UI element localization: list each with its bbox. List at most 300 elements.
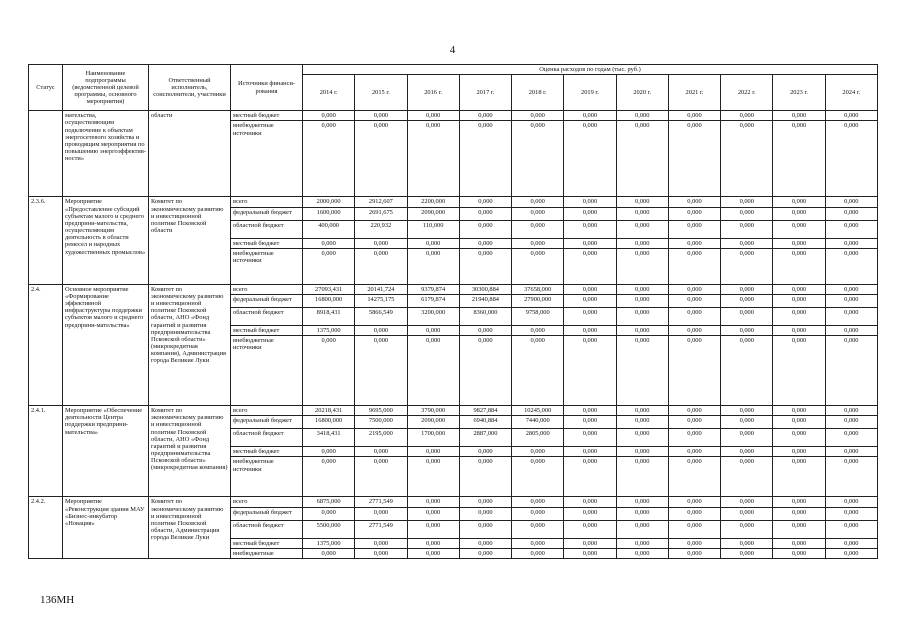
cell-value: 0,000 [355, 507, 407, 520]
cell-value: 0,000 [668, 548, 720, 558]
cell-value: 0,000 [668, 294, 720, 307]
cell-source: местный бюджет [231, 325, 303, 335]
cell-value: 0,000 [825, 325, 877, 335]
header-responsible: Ответственный исполнитель, соисполнители, участники [149, 65, 231, 111]
cell-value: 6940,884 [459, 416, 511, 429]
cell-value: 0,000 [459, 197, 511, 207]
cell-value: 0,000 [616, 220, 668, 238]
cell-value: 0,000 [668, 507, 720, 520]
cell-value: 0,000 [773, 121, 825, 197]
cell-source: местный бюджет [231, 538, 303, 548]
cell-value: 9758,000 [512, 307, 564, 325]
cell-value: 2090,000 [407, 416, 459, 429]
budget-table [28, 64, 878, 559]
cell-source: всего [231, 497, 303, 507]
cell-value: 0,000 [721, 429, 773, 447]
header-year: 2021 г. [668, 75, 720, 111]
cell-value: 5866,549 [355, 307, 407, 325]
cell-value: 0,000 [564, 520, 616, 538]
cell-value: 2000,000 [303, 197, 355, 207]
cell-value: 0,000 [564, 207, 616, 220]
cell-value: 0,000 [616, 429, 668, 447]
cell-value: 0,000 [564, 416, 616, 429]
cell-name: Мероприятие «Реконструкция здания МАУ «Бизнес-инкубатор «Новация» [63, 497, 149, 559]
cell-value: 0,000 [564, 336, 616, 406]
cell-resp: Комитет по экономическому развитию и инвестиционной политике Псковской области, Администрация города Великие Луки [149, 497, 231, 559]
cell-value: 0,000 [721, 238, 773, 248]
cell-value: 0,000 [564, 507, 616, 520]
cell-value: 0,000 [303, 447, 355, 457]
cell-value: 0,000 [825, 548, 877, 558]
cell-resp: Комитет по экономическому развитию и инвестиционной политике Псковской области, АНО «Фонд гарантий и развития предпринимательства Псковской области» (микрокредитная компания) [149, 406, 231, 497]
cell-value: 0,000 [564, 307, 616, 325]
cell-source: всего [231, 406, 303, 416]
cell-value: 0,000 [303, 248, 355, 284]
cell-value: 0,000 [512, 497, 564, 507]
cell-value: 0,000 [773, 307, 825, 325]
cell-value: 0,000 [825, 111, 877, 121]
cell-value: 0,000 [564, 294, 616, 307]
cell-value: 2691,675 [355, 207, 407, 220]
cell-value: 0,000 [564, 548, 616, 558]
cell-value: 0,000 [668, 220, 720, 238]
cell-value: 0,000 [668, 457, 720, 497]
cell-value: 0,000 [459, 336, 511, 406]
footer-code: 136МН [40, 594, 75, 606]
cell-value: 2200,000 [407, 197, 459, 207]
cell-value: 0,000 [512, 248, 564, 284]
cell-source: местный бюджет [231, 447, 303, 457]
cell-source: внебюджетные источники [231, 121, 303, 197]
cell-value: 0,000 [512, 507, 564, 520]
cell-value: 0,000 [721, 336, 773, 406]
cell-value: 16800,000 [303, 416, 355, 429]
cell-value: 20218,431 [303, 406, 355, 416]
cell-value: 0,000 [773, 429, 825, 447]
cell-value: 0,000 [616, 447, 668, 457]
cell-value: 3200,000 [407, 307, 459, 325]
cell-value: 0,000 [459, 238, 511, 248]
cell-source: областной бюджет [231, 429, 303, 447]
cell-status [29, 111, 63, 197]
cell-value: 0,000 [616, 416, 668, 429]
cell-source: областной бюджет [231, 307, 303, 325]
cell-value: 0,000 [721, 416, 773, 429]
cell-value: 0,000 [773, 294, 825, 307]
table-row [29, 406, 878, 416]
cell-value: 0,000 [825, 507, 877, 520]
cell-value: 0,000 [512, 325, 564, 335]
cell-value: 0,000 [616, 111, 668, 121]
cell-value: 0,000 [668, 307, 720, 325]
cell-value: 0,000 [459, 497, 511, 507]
cell-value: 27093,431 [303, 284, 355, 294]
cell-value: 0,000 [721, 497, 773, 507]
cell-value: 0,000 [355, 336, 407, 406]
cell-value: 0,000 [721, 548, 773, 558]
cell-value: 16800,000 [303, 294, 355, 307]
cell-value: 0,000 [564, 429, 616, 447]
cell-value: 0,000 [825, 538, 877, 548]
cell-value: 0,000 [459, 538, 511, 548]
cell-source: внебюджетные источники [231, 248, 303, 284]
cell-value: 0,000 [407, 497, 459, 507]
cell-value: 0,000 [825, 248, 877, 284]
cell-value: 0,000 [668, 284, 720, 294]
cell-value: 0,000 [721, 294, 773, 307]
cell-status: 2.4.2. [29, 497, 63, 559]
cell-value: 0,000 [773, 538, 825, 548]
header-year: 2018 г. [512, 75, 564, 111]
cell-source: местный бюджет [231, 238, 303, 248]
cell-value: 0,000 [721, 111, 773, 121]
cell-value: 0,000 [407, 538, 459, 548]
cell-value: 0,000 [355, 548, 407, 558]
cell-value: 0,000 [355, 111, 407, 121]
cell-value: 0,000 [564, 406, 616, 416]
cell-value: 0,000 [616, 336, 668, 406]
cell-value: 0,000 [616, 497, 668, 507]
cell-value: 0,000 [668, 538, 720, 548]
cell-value: 0,000 [773, 520, 825, 538]
cell-value: 2912,607 [355, 197, 407, 207]
cell-value: 2805,000 [512, 429, 564, 447]
cell-value: 2771,549 [355, 497, 407, 507]
cell-value: 5500,000 [303, 520, 355, 538]
cell-value: 0,000 [303, 548, 355, 558]
cell-value: 6875,000 [303, 497, 355, 507]
cell-resp: Комитет по экономическому развитию и инвестиционной политике Псковской области [149, 197, 231, 284]
cell-value: 0,000 [616, 307, 668, 325]
cell-value: 0,000 [616, 325, 668, 335]
cell-value: 0,000 [512, 548, 564, 558]
cell-value: 0,000 [825, 284, 877, 294]
cell-status: 2.4.1. [29, 406, 63, 497]
cell-value: 0,000 [773, 447, 825, 457]
cell-source: всего [231, 197, 303, 207]
cell-value: 0,000 [825, 307, 877, 325]
header-year: 2019 г. [564, 75, 616, 111]
cell-value: 0,000 [303, 507, 355, 520]
cell-value: 0,000 [407, 325, 459, 335]
cell-value: 0,000 [512, 538, 564, 548]
cell-value: 10245,000 [512, 406, 564, 416]
cell-value: 0,000 [825, 520, 877, 538]
cell-value: 0,000 [407, 548, 459, 558]
cell-value: 0,000 [721, 520, 773, 538]
cell-value: 0,000 [825, 416, 877, 429]
cell-value: 0,000 [459, 520, 511, 538]
cell-value: 0,000 [773, 416, 825, 429]
cell-value: 0,000 [668, 325, 720, 335]
table-row [29, 497, 878, 507]
cell-value: 0,000 [459, 548, 511, 558]
cell-value: 0,000 [721, 507, 773, 520]
cell-value: 220,932 [355, 220, 407, 238]
header-year: 2023 г. [773, 75, 825, 111]
cell-value: 30300,884 [459, 284, 511, 294]
cell-value: 0,000 [616, 248, 668, 284]
cell-value: 0,000 [668, 336, 720, 406]
cell-name: Основное мероприятие «Формирование эффективной инфраструктуры поддержки субъектов малого и среднего предприни-мательства» [63, 284, 149, 405]
cell-source: областной бюджет [231, 220, 303, 238]
cell-value: 0,000 [721, 406, 773, 416]
cell-value: 0,000 [773, 238, 825, 248]
cell-value: 0,000 [773, 325, 825, 335]
cell-value: 0,000 [616, 197, 668, 207]
cell-value: 0,000 [773, 197, 825, 207]
cell-value: 0,000 [564, 457, 616, 497]
cell-value: 9379,874 [407, 284, 459, 294]
cell-value: 0,000 [721, 457, 773, 497]
cell-value: 20141,724 [355, 284, 407, 294]
cell-resp: Комитет по экономическому развитию и инвестиционной политике Псковской области, АНО «Фонд гарантий и развития предпринимательства Псковской области» (микрокредитная компания), Администрация города Великие Луки [149, 284, 231, 405]
cell-value: 110,000 [407, 220, 459, 238]
cell-value: 2771,549 [355, 520, 407, 538]
cell-value: 0,000 [355, 248, 407, 284]
cell-value: 0,000 [407, 520, 459, 538]
cell-value: 0,000 [668, 416, 720, 429]
header-year: 2022 г. [721, 75, 773, 111]
cell-value: 0,000 [407, 248, 459, 284]
cell-value: 0,000 [459, 507, 511, 520]
cell-value: 0,000 [564, 284, 616, 294]
cell-value: 0,000 [668, 197, 720, 207]
cell-value: 0,000 [773, 497, 825, 507]
cell-value: 0,000 [512, 220, 564, 238]
cell-value: 0,000 [721, 538, 773, 548]
cell-value: 0,000 [721, 307, 773, 325]
cell-value: 0,000 [773, 111, 825, 121]
cell-value: 0,000 [668, 121, 720, 197]
cell-source: внебюджетные источники [231, 457, 303, 497]
cell-value: 0,000 [355, 457, 407, 497]
cell-name: мательства, осуществляющим подключение к объектам энергосетевого хозяйства и проводящим мероприятия по повышению энергоэффектив-ности» [63, 111, 149, 197]
cell-value: 0,000 [825, 197, 877, 207]
cell-value: 0,000 [407, 121, 459, 197]
cell-value: 0,000 [564, 220, 616, 238]
cell-value: 0,000 [303, 238, 355, 248]
cell-value: 8918,431 [303, 307, 355, 325]
cell-value: 0,000 [616, 121, 668, 197]
cell-value: 1375,000 [303, 538, 355, 548]
cell-value: 1600,000 [303, 207, 355, 220]
cell-value: 2195,000 [355, 429, 407, 447]
cell-source: областной бюджет [231, 520, 303, 538]
cell-source: федеральный бюджет [231, 207, 303, 220]
cell-source: федеральный бюджет [231, 294, 303, 307]
cell-value: 0,000 [459, 207, 511, 220]
cell-value: 0,000 [773, 336, 825, 406]
cell-value: 9695,000 [355, 406, 407, 416]
cell-source: всего [231, 284, 303, 294]
cell-value: 27900,000 [512, 294, 564, 307]
cell-value: 2887,000 [459, 429, 511, 447]
cell-value: 0,000 [512, 336, 564, 406]
cell-value: 0,000 [825, 497, 877, 507]
cell-value: 0,000 [721, 447, 773, 457]
cell-value: 0,000 [668, 497, 720, 507]
cell-value: 0,000 [303, 111, 355, 121]
cell-value: 0,000 [773, 207, 825, 220]
cell-value: 0,000 [616, 294, 668, 307]
cell-source: местный бюджет [231, 111, 303, 121]
cell-value: 7440,000 [512, 416, 564, 429]
table-row [29, 111, 878, 121]
header-year: 2024 г. [825, 75, 877, 111]
cell-value: 0,000 [564, 538, 616, 548]
header-year: 2016 г. [407, 75, 459, 111]
header-name: Наименование подпрограммы (ведомственной целевой программы, основного мероприятия) [63, 65, 149, 111]
cell-value: 9827,884 [459, 406, 511, 416]
header-year: 2014 г. [303, 75, 355, 111]
cell-value: 0,000 [721, 220, 773, 238]
header-source: Источники финанси-рования [231, 65, 303, 111]
cell-value: 0,000 [825, 207, 877, 220]
cell-value: 1375,000 [303, 325, 355, 335]
cell-resp: области [149, 111, 231, 197]
cell-value: 0,000 [616, 520, 668, 538]
table-row [29, 284, 878, 294]
cell-value: 0,000 [616, 406, 668, 416]
cell-status: 2.4. [29, 284, 63, 405]
cell-value: 0,000 [668, 248, 720, 284]
cell-value: 0,000 [773, 406, 825, 416]
cell-source: внебюджетные [231, 548, 303, 558]
cell-value: 1700,000 [407, 429, 459, 447]
header-estimate: Оценка расходов по годам (тыс. руб.) [303, 65, 878, 75]
cell-value: 0,000 [616, 238, 668, 248]
cell-name: Мероприятие «Обеспечение деятельности Центра поддержки предприни-мательства» [63, 406, 149, 497]
cell-value: 7500,000 [355, 416, 407, 429]
cell-value: 0,000 [459, 325, 511, 335]
cell-value: 0,000 [721, 207, 773, 220]
cell-value: 0,000 [616, 507, 668, 520]
cell-value: 0,000 [564, 497, 616, 507]
cell-value: 0,000 [825, 238, 877, 248]
cell-value: 0,000 [825, 457, 877, 497]
cell-value: 0,000 [773, 220, 825, 238]
cell-value: 0,000 [721, 248, 773, 284]
cell-value: 0,000 [512, 520, 564, 538]
cell-value: 0,000 [459, 457, 511, 497]
cell-value: 0,000 [825, 406, 877, 416]
table-row [29, 197, 878, 207]
cell-value: 0,000 [616, 538, 668, 548]
cell-value: 0,000 [407, 447, 459, 457]
cell-value: 0,000 [512, 457, 564, 497]
cell-value: 0,000 [668, 238, 720, 248]
cell-value: 0,000 [668, 429, 720, 447]
cell-value: 0,000 [355, 447, 407, 457]
cell-value: 0,000 [721, 325, 773, 335]
cell-value: 3418,431 [303, 429, 355, 447]
cell-value: 0,000 [825, 336, 877, 406]
cell-value: 400,000 [303, 220, 355, 238]
cell-value: 0,000 [616, 548, 668, 558]
cell-value: 6179,874 [407, 294, 459, 307]
cell-value: 0,000 [825, 429, 877, 447]
cell-value: 0,000 [721, 121, 773, 197]
cell-value: 0,000 [512, 238, 564, 248]
cell-value: 8360,000 [459, 307, 511, 325]
header-status: Статус [29, 65, 63, 111]
cell-value: 0,000 [616, 457, 668, 497]
page-number: 4 [449, 44, 456, 56]
cell-value: 0,000 [459, 111, 511, 121]
cell-value: 0,000 [459, 121, 511, 197]
header-year: 2015 г. [355, 75, 407, 111]
cell-value: 0,000 [407, 507, 459, 520]
cell-value: 0,000 [355, 238, 407, 248]
cell-status: 2.3.6. [29, 197, 63, 284]
cell-value: 0,000 [825, 294, 877, 307]
cell-value: 0,000 [773, 507, 825, 520]
cell-value: 0,000 [616, 207, 668, 220]
cell-value: 0,000 [303, 336, 355, 406]
cell-value: 0,000 [303, 121, 355, 197]
cell-value: 0,000 [407, 238, 459, 248]
header-year: 2020 г. [616, 75, 668, 111]
cell-value: 0,000 [459, 220, 511, 238]
cell-value: 0,000 [668, 406, 720, 416]
cell-source: федеральный бюджет [231, 507, 303, 520]
cell-value: 0,000 [773, 457, 825, 497]
cell-value: 0,000 [721, 197, 773, 207]
cell-value: 0,000 [512, 111, 564, 121]
cell-source: внебюджетные источники [231, 336, 303, 406]
cell-value: 0,000 [668, 520, 720, 538]
cell-value: 0,000 [407, 457, 459, 497]
cell-source: федеральный бюджет [231, 416, 303, 429]
cell-value: 0,000 [564, 121, 616, 197]
cell-value: 0,000 [512, 197, 564, 207]
cell-value: 21940,884 [459, 294, 511, 307]
cell-value: 0,000 [825, 447, 877, 457]
cell-value: 0,000 [355, 121, 407, 197]
cell-value: 0,000 [773, 284, 825, 294]
cell-value: 0,000 [825, 220, 877, 238]
cell-value: 0,000 [668, 111, 720, 121]
cell-value: 0,000 [616, 284, 668, 294]
cell-value: 0,000 [407, 111, 459, 121]
cell-value: 0,000 [773, 248, 825, 284]
cell-value: 0,000 [459, 447, 511, 457]
cell-value: 0,000 [512, 447, 564, 457]
cell-value: 0,000 [773, 548, 825, 558]
cell-value: 0,000 [355, 325, 407, 335]
cell-value: 0,000 [564, 447, 616, 457]
cell-value: 14275,175 [355, 294, 407, 307]
cell-value: 0,000 [564, 111, 616, 121]
cell-value: 37658,000 [512, 284, 564, 294]
cell-value: 0,000 [564, 197, 616, 207]
cell-value: 0,000 [303, 457, 355, 497]
cell-name: Мероприятие «Предоставление субсидий субъектам малого и среднего предприни-мательства, осуществляющим деятельность в области ремесел и народных художественных промыслов» [63, 197, 149, 284]
cell-value: 0,000 [512, 207, 564, 220]
cell-value: 0,000 [668, 447, 720, 457]
table-header [29, 65, 878, 111]
cell-value: 0,000 [512, 121, 564, 197]
cell-value: 2090,000 [407, 207, 459, 220]
cell-value: 0,000 [459, 248, 511, 284]
cell-value: 0,000 [564, 238, 616, 248]
cell-value: 3790,000 [407, 406, 459, 416]
cell-value: 0,000 [668, 207, 720, 220]
cell-value: 0,000 [825, 121, 877, 197]
cell-value: 0,000 [721, 284, 773, 294]
cell-value: 0,000 [355, 538, 407, 548]
